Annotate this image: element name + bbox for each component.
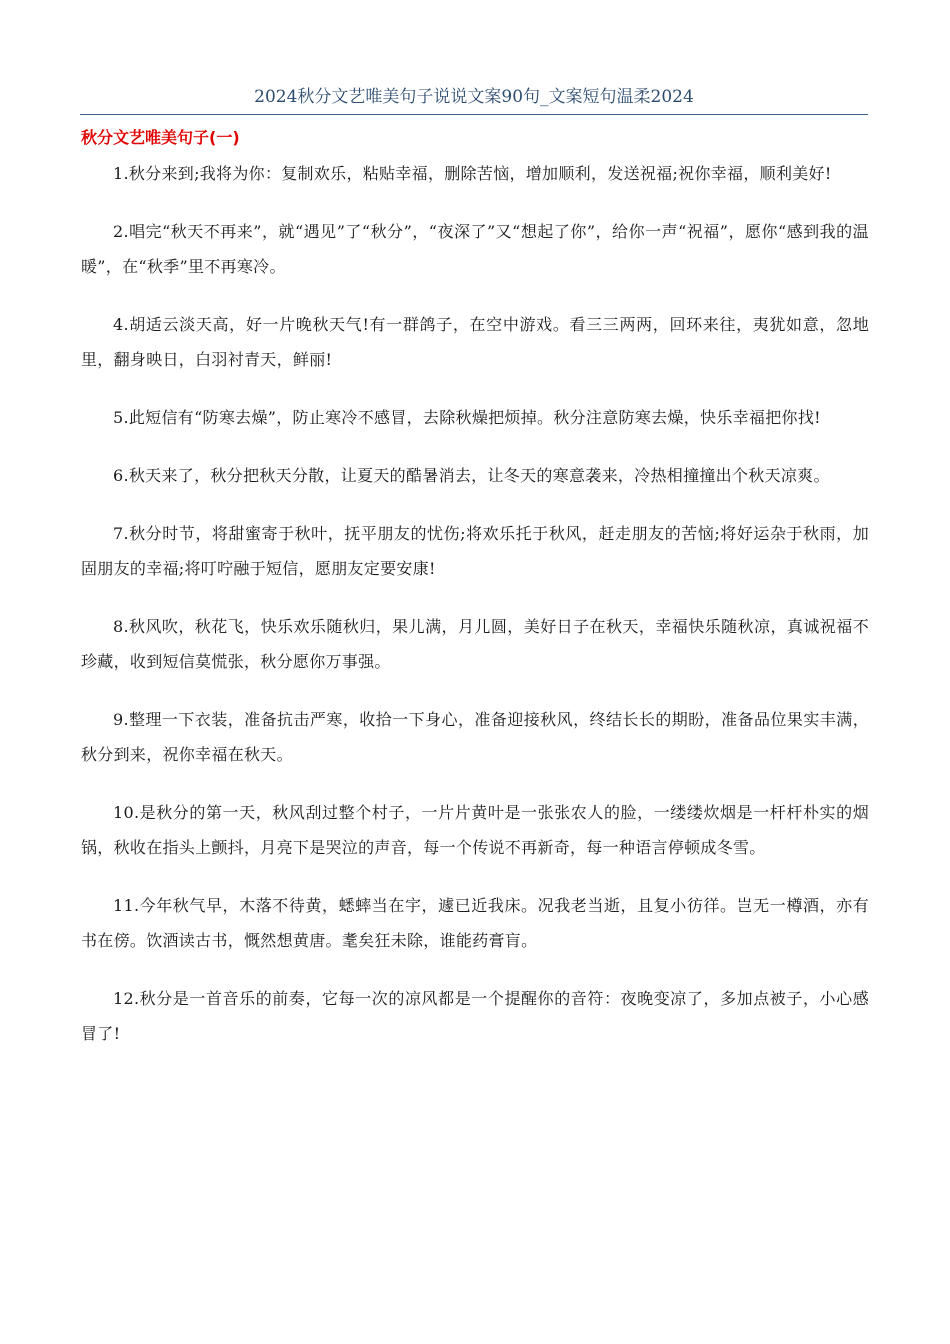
header-divider (80, 114, 868, 115)
section-heading: 秋分文艺唯美句子(一) (81, 128, 240, 147)
sentence-item: 7.秋分时节，将甜蜜寄于秋叶，抚平朋友的忧伤;将欢乐托于秋风，赶走朋友的苦恼;将好运杂于秋雨，加固朋友的幸福;将叮咛融于短信，愿朋友定要安康! (81, 524, 869, 578)
sentence-item: 5.此短信有“防寒去燥”，防止寒冷不感冒，去除秋燥把烦掉。秋分注意防寒去燥，快乐幸福把你找! (113, 408, 821, 427)
sentence-item: 4.胡适云淡天高，好一片晚秋天气!有一群鸽子，在空中游戏。看三三两两，回环来往，夷犹如意，忽地里，翻身映日，白羽衬青天，鲜丽! (81, 315, 869, 369)
sentence-item: 12.秋分是一首音乐的前奏，它每一次的凉风都是一个提醒你的音符：夜晚变凉了，多加点被子，小心感冒了! (81, 989, 869, 1043)
sentence-list (81, 156, 869, 1074)
sentence-item: 11.今年秋气早，木落不待黄，蟋蟀当在宇，遽已近我床。况我老当逝，且复小彷徉。岂无一樽酒，亦有书在傍。饮酒读古书，慨然想黄唐。耄矣狂未除，谁能药膏肓。 (81, 896, 869, 950)
sentence-item: 1.秋分来到;我将为你：复制欢乐，粘贴幸福，删除苦恼，增加顺利，发送祝福;祝你幸福，顺利美好! (113, 164, 832, 183)
sentence-item: 9.整理一下衣装，准备抗击严寒，收拾一下身心，准备迎接秋风，终结长长的期盼，准备品位果实丰满，秋分到来，祝你幸福在秋天。 (81, 710, 869, 764)
document-header-title: 2024秋分文艺唯美句子说说文案90句_文案短句温柔2024 (254, 87, 694, 107)
sentence-item: 8.秋风吹，秋花飞，快乐欢乐随秋归，果儿满，月儿圆，美好日子在秋天，幸福快乐随秋凉，真诚祝福不珍藏，收到短信莫慌张，秋分愿你万事强。 (81, 617, 869, 671)
sentence-item: 6.秋天来了，秋分把秋天分散，让夏天的酷暑消去，让冬天的寒意袭来，冷热相撞撞出个秋天凉爽。 (113, 466, 830, 485)
sentence-item: 2.唱完“秋天不再来”，就“遇见”了“秋分”，“夜深了”又“想起了你”，给你一声“祝福”，愿你“感到我的温暖”，在“秋季”里不再寒冷。 (81, 222, 869, 276)
sentence-item: 10.是秋分的第一天，秋风刮过整个村子，一片片黄叶是一张张农人的脸，一缕缕炊烟是一杆杆朴实的烟锅，秋收在指头上颤抖，月亮下是哭泣的声音，每一个传说不再新奇，每一种语言停顿成冬雪。 (81, 803, 869, 857)
